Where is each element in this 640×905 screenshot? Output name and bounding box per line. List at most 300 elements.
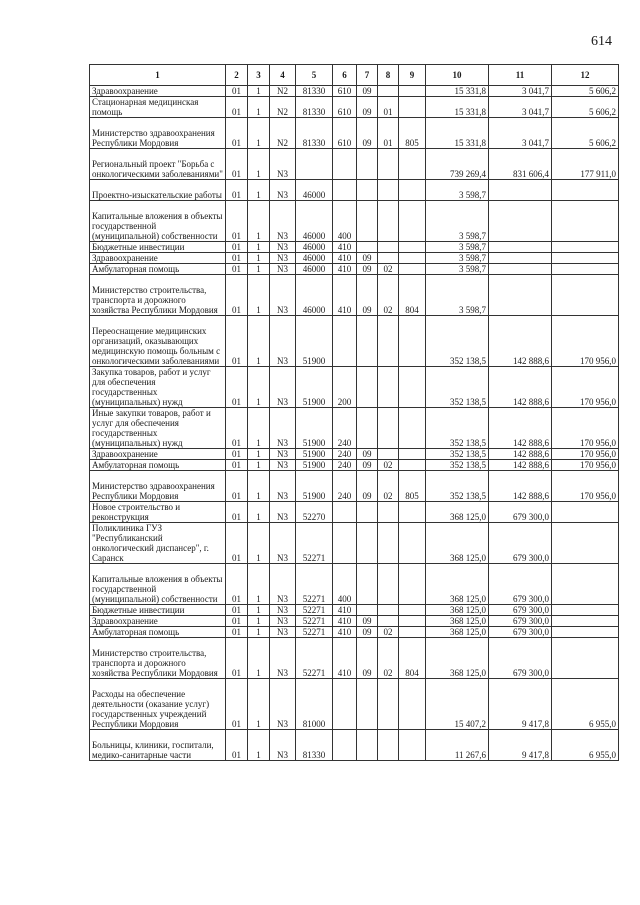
table-row: [90, 253, 619, 264]
col-12-cell: 170 956,0: [552, 408, 619, 449]
row-name-cell: Министерство здравоохранения Республики Мордовия: [90, 471, 226, 502]
table-row: [90, 242, 619, 253]
col-7-cell: [357, 730, 378, 761]
table-row: [90, 118, 619, 149]
col-4-cell: N3: [270, 616, 296, 627]
col-7-cell: [357, 242, 378, 253]
col-10-cell: 352 138,5: [426, 408, 489, 449]
col-11-cell: 142 888,6: [489, 367, 552, 408]
col-4-cell: N3: [270, 605, 296, 616]
col-5-cell: 81330: [296, 97, 333, 118]
col-7-cell: 09: [357, 253, 378, 264]
col-9-cell: [399, 605, 426, 616]
col-9-cell: [399, 502, 426, 523]
col-12-cell: [552, 242, 619, 253]
col-11-cell: [489, 264, 552, 275]
col-11-cell: [489, 201, 552, 242]
col-2-cell: 01: [226, 275, 248, 316]
row-name-cell: Здравоохранение: [90, 449, 226, 460]
col-3-cell: 1: [248, 502, 270, 523]
col-12-cell: 170 956,0: [552, 471, 619, 502]
col-3-cell: 1: [248, 264, 270, 275]
col-8-cell: [378, 564, 399, 605]
col-10-cell: 368 125,0: [426, 638, 489, 679]
table-row: [90, 449, 619, 460]
row-name-cell: Министерство строительства, транспорта и дорожного хозяйства Республики Мордовия: [90, 275, 226, 316]
col-5-cell: [296, 149, 333, 180]
col-7-cell: [357, 679, 378, 730]
table-row: [90, 275, 619, 316]
col-9-cell: [399, 180, 426, 201]
col-4-cell: N3: [270, 201, 296, 242]
col-5-cell: 46000: [296, 275, 333, 316]
row-name-cell: Здравоохранение: [90, 616, 226, 627]
col-7-cell: 09: [357, 86, 378, 97]
col-9-cell: [399, 730, 426, 761]
table-row: [90, 471, 619, 502]
col-12-cell: 170 956,0: [552, 460, 619, 471]
col-12-cell: [552, 564, 619, 605]
col-5-cell: 46000: [296, 242, 333, 253]
col-9-cell: [399, 616, 426, 627]
row-name-cell: Расходы на обеспечение деятельности (оказание услуг) государственных учреждений Республики Мордовия: [90, 679, 226, 730]
col-7-cell: 09: [357, 275, 378, 316]
col-2-cell: 01: [226, 86, 248, 97]
col-5-cell: 51900: [296, 367, 333, 408]
col-4-cell: N3: [270, 408, 296, 449]
row-name-cell: Министерство здравоохранения Республики Мордовия: [90, 118, 226, 149]
col-9-cell: [399, 242, 426, 253]
col-9-cell: [399, 460, 426, 471]
col-3-cell: 1: [248, 679, 270, 730]
col-9-cell: [399, 367, 426, 408]
col-11-cell: 142 888,6: [489, 408, 552, 449]
col-9-cell: [399, 264, 426, 275]
col-6-cell: [333, 149, 357, 180]
col-12-cell: 5 606,2: [552, 97, 619, 118]
col-12-cell: [552, 201, 619, 242]
col-3-cell: 1: [248, 605, 270, 616]
col-2-cell: 01: [226, 408, 248, 449]
col-7-cell: 09: [357, 97, 378, 118]
col-9-cell: [399, 449, 426, 460]
col-4-cell: N3: [270, 242, 296, 253]
row-name-cell: Капитальные вложения в объекты государственной (муниципальной) собственности: [90, 564, 226, 605]
col-11-cell: [489, 180, 552, 201]
col-8-cell: [378, 449, 399, 460]
col-4-cell: N3: [270, 502, 296, 523]
col-8-cell: [378, 605, 399, 616]
col-11-cell: 679 300,0: [489, 605, 552, 616]
col-7-cell: [357, 564, 378, 605]
col-12-cell: 177 911,0: [552, 149, 619, 180]
col-3-cell: 1: [248, 564, 270, 605]
table-row: [90, 523, 619, 564]
col-10-cell: 739 269,4: [426, 149, 489, 180]
col-8-cell: [378, 201, 399, 242]
col-8-cell: 02: [378, 638, 399, 679]
col-9-cell: 805: [399, 471, 426, 502]
col-12-cell: [552, 275, 619, 316]
col-8-cell: [378, 408, 399, 449]
col-4-cell: N2: [270, 86, 296, 97]
col-11-cell: 679 300,0: [489, 616, 552, 627]
col-11-cell: 679 300,0: [489, 627, 552, 638]
col-2-cell: 01: [226, 502, 248, 523]
col-3-cell: 1: [248, 316, 270, 367]
table-row: [90, 679, 619, 730]
page-number: 614: [591, 34, 612, 49]
col-9-cell: [399, 253, 426, 264]
col-8-cell: [378, 616, 399, 627]
col-7-cell: [357, 523, 378, 564]
row-name-cell: Переоснащение медицинских организаций, оказывающих медицинскую помощь больным с онкологическими заболеваниями: [90, 316, 226, 367]
table-row: [90, 408, 619, 449]
col-7-cell: [357, 316, 378, 367]
header-cell: 3: [248, 65, 270, 86]
col-3-cell: 1: [248, 180, 270, 201]
col-6-cell: 240: [333, 449, 357, 460]
table-row: [90, 730, 619, 761]
col-5-cell: 51900: [296, 408, 333, 449]
col-6-cell: 410: [333, 638, 357, 679]
col-7-cell: 09: [357, 616, 378, 627]
col-8-cell: [378, 242, 399, 253]
col-9-cell: [399, 201, 426, 242]
col-4-cell: N2: [270, 97, 296, 118]
col-2-cell: 01: [226, 564, 248, 605]
row-name-cell: Бюджетные инвестиции: [90, 605, 226, 616]
col-2-cell: 01: [226, 616, 248, 627]
table-row: [90, 316, 619, 367]
col-11-cell: 3 041,7: [489, 86, 552, 97]
col-9-cell: [399, 627, 426, 638]
col-5-cell: 46000: [296, 180, 333, 201]
table-row: [90, 638, 619, 679]
row-name-cell: Поликлиника ГУЗ "Республиканский онкологический диспансер", г. Саранск: [90, 523, 226, 564]
col-12-cell: 6 955,0: [552, 730, 619, 761]
col-9-cell: 805: [399, 118, 426, 149]
col-3-cell: 1: [248, 242, 270, 253]
row-name-cell: Новое строительство и реконструкция: [90, 502, 226, 523]
col-4-cell: N3: [270, 471, 296, 502]
col-5-cell: 52270: [296, 502, 333, 523]
col-3-cell: 1: [248, 86, 270, 97]
col-6-cell: 610: [333, 97, 357, 118]
col-7-cell: [357, 605, 378, 616]
col-11-cell: [489, 242, 552, 253]
col-8-cell: [378, 316, 399, 367]
col-8-cell: [378, 86, 399, 97]
col-12-cell: 5 606,2: [552, 118, 619, 149]
col-7-cell: 09: [357, 118, 378, 149]
header-cell: 5: [296, 65, 333, 86]
col-12-cell: 170 956,0: [552, 316, 619, 367]
col-4-cell: N3: [270, 638, 296, 679]
col-3-cell: 1: [248, 627, 270, 638]
col-5-cell: 46000: [296, 264, 333, 275]
col-5-cell: 51900: [296, 449, 333, 460]
col-12-cell: [552, 638, 619, 679]
col-10-cell: 3 598,7: [426, 242, 489, 253]
table-row: [90, 367, 619, 408]
col-10-cell: 352 138,5: [426, 471, 489, 502]
col-8-cell: [378, 523, 399, 564]
col-5-cell: 52271: [296, 638, 333, 679]
col-4-cell: N3: [270, 275, 296, 316]
col-2-cell: 01: [226, 201, 248, 242]
col-3-cell: 1: [248, 616, 270, 627]
col-4-cell: N3: [270, 627, 296, 638]
header-cell: 6: [333, 65, 357, 86]
col-12-cell: 5 606,2: [552, 86, 619, 97]
col-6-cell: 410: [333, 605, 357, 616]
col-3-cell: 1: [248, 118, 270, 149]
col-8-cell: 02: [378, 460, 399, 471]
col-5-cell: 46000: [296, 201, 333, 242]
col-9-cell: [399, 523, 426, 564]
col-4-cell: N3: [270, 264, 296, 275]
col-6-cell: 410: [333, 253, 357, 264]
col-2-cell: 01: [226, 118, 248, 149]
header-cell: 1: [90, 65, 226, 86]
col-6-cell: [333, 502, 357, 523]
col-2-cell: 01: [226, 679, 248, 730]
col-3-cell: 1: [248, 367, 270, 408]
col-6-cell: 410: [333, 627, 357, 638]
header-cell: 11: [489, 65, 552, 86]
col-8-cell: 01: [378, 97, 399, 118]
row-name-cell: Закупка товаров, работ и услуг для обеспечения государственных (муниципальных) нужд: [90, 367, 226, 408]
table-row: [90, 149, 619, 180]
col-6-cell: 410: [333, 242, 357, 253]
col-2-cell: 01: [226, 264, 248, 275]
col-8-cell: 01: [378, 118, 399, 149]
row-name-cell: Министерство строительства, транспорта и дорожного хозяйства Республики Мордовия: [90, 638, 226, 679]
col-9-cell: [399, 408, 426, 449]
col-2-cell: 01: [226, 180, 248, 201]
col-10-cell: 368 125,0: [426, 627, 489, 638]
col-3-cell: 1: [248, 449, 270, 460]
col-6-cell: 410: [333, 616, 357, 627]
col-3-cell: 1: [248, 149, 270, 180]
col-11-cell: 142 888,6: [489, 471, 552, 502]
col-12-cell: [552, 605, 619, 616]
col-8-cell: 02: [378, 275, 399, 316]
row-name-cell: Региональный проект "Борьба с онкологическими заболеваниями": [90, 149, 226, 180]
header-cell: 2: [226, 65, 248, 86]
row-name-cell: Стационарная медицинская помощь: [90, 97, 226, 118]
table-row: [90, 605, 619, 616]
col-12-cell: 170 956,0: [552, 449, 619, 460]
col-3-cell: 1: [248, 97, 270, 118]
col-12-cell: [552, 616, 619, 627]
col-6-cell: 610: [333, 86, 357, 97]
header-cell: 10: [426, 65, 489, 86]
col-2-cell: 01: [226, 242, 248, 253]
col-2-cell: 01: [226, 471, 248, 502]
col-6-cell: 610: [333, 118, 357, 149]
table-row: [90, 180, 619, 201]
col-10-cell: 15 407,2: [426, 679, 489, 730]
col-2-cell: 01: [226, 316, 248, 367]
header-cell: 8: [378, 65, 399, 86]
col-7-cell: 09: [357, 627, 378, 638]
row-name-cell: Капитальные вложения в объекты государственной (муниципальной) собственности: [90, 201, 226, 242]
col-7-cell: [357, 180, 378, 201]
table-row: [90, 264, 619, 275]
col-5-cell: 52271: [296, 605, 333, 616]
col-9-cell: [399, 316, 426, 367]
col-10-cell: 3 598,7: [426, 180, 489, 201]
col-4-cell: N3: [270, 316, 296, 367]
col-5-cell: 52271: [296, 616, 333, 627]
col-5-cell: 51900: [296, 460, 333, 471]
col-5-cell: 46000: [296, 253, 333, 264]
col-2-cell: 01: [226, 367, 248, 408]
col-3-cell: 1: [248, 201, 270, 242]
col-9-cell: [399, 97, 426, 118]
col-11-cell: 142 888,6: [489, 460, 552, 471]
col-11-cell: 679 300,0: [489, 502, 552, 523]
table-body: [90, 86, 619, 761]
row-name-cell: Здравоохранение: [90, 86, 226, 97]
col-11-cell: 9 417,8: [489, 679, 552, 730]
col-11-cell: 679 300,0: [489, 564, 552, 605]
col-8-cell: [378, 367, 399, 408]
col-10-cell: 368 125,0: [426, 605, 489, 616]
col-9-cell: 804: [399, 275, 426, 316]
col-5-cell: 81330: [296, 86, 333, 97]
col-5-cell: 51900: [296, 316, 333, 367]
row-name-cell: Больницы, клиники, госпитали, медико-санитарные части: [90, 730, 226, 761]
col-10-cell: 368 125,0: [426, 564, 489, 605]
col-11-cell: 679 300,0: [489, 523, 552, 564]
col-10-cell: 352 138,5: [426, 449, 489, 460]
table-row: [90, 460, 619, 471]
col-11-cell: [489, 253, 552, 264]
col-2-cell: 01: [226, 627, 248, 638]
col-9-cell: [399, 86, 426, 97]
col-3-cell: 1: [248, 275, 270, 316]
col-6-cell: 400: [333, 564, 357, 605]
col-10-cell: 352 138,5: [426, 316, 489, 367]
col-12-cell: [552, 253, 619, 264]
col-4-cell: N3: [270, 730, 296, 761]
col-2-cell: 01: [226, 460, 248, 471]
col-6-cell: 410: [333, 275, 357, 316]
col-10-cell: 3 598,7: [426, 201, 489, 242]
col-3-cell: 1: [248, 408, 270, 449]
header-cell: 12: [552, 65, 619, 86]
col-10-cell: 352 138,5: [426, 367, 489, 408]
col-10-cell: 15 331,8: [426, 118, 489, 149]
col-5-cell: 51900: [296, 471, 333, 502]
budget-table: [89, 64, 619, 761]
row-name-cell: Иные закупки товаров, работ и услуг для обеспечения государственных (муниципальных) нужд: [90, 408, 226, 449]
col-8-cell: [378, 180, 399, 201]
col-2-cell: 01: [226, 730, 248, 761]
row-name-cell: Амбулаторная помощь: [90, 264, 226, 275]
col-7-cell: 09: [357, 638, 378, 679]
row-name-cell: Амбулаторная помощь: [90, 460, 226, 471]
col-12-cell: [552, 180, 619, 201]
col-9-cell: [399, 564, 426, 605]
col-3-cell: 1: [248, 638, 270, 679]
col-4-cell: N3: [270, 460, 296, 471]
col-11-cell: [489, 275, 552, 316]
col-2-cell: 01: [226, 449, 248, 460]
col-6-cell: 410: [333, 264, 357, 275]
col-4-cell: N3: [270, 367, 296, 408]
col-8-cell: [378, 149, 399, 180]
col-8-cell: 02: [378, 264, 399, 275]
col-6-cell: [333, 730, 357, 761]
col-7-cell: 09: [357, 264, 378, 275]
col-6-cell: 240: [333, 408, 357, 449]
col-7-cell: [357, 149, 378, 180]
col-10-cell: 3 598,7: [426, 275, 489, 316]
col-2-cell: 01: [226, 523, 248, 564]
col-8-cell: 02: [378, 627, 399, 638]
col-3-cell: 1: [248, 730, 270, 761]
row-name-cell: Бюджетные инвестиции: [90, 242, 226, 253]
col-5-cell: 52271: [296, 564, 333, 605]
col-8-cell: [378, 502, 399, 523]
header-cell: 7: [357, 65, 378, 86]
col-7-cell: [357, 201, 378, 242]
col-12-cell: 170 956,0: [552, 367, 619, 408]
header-cell: 9: [399, 65, 426, 86]
col-5-cell: 81000: [296, 679, 333, 730]
col-11-cell: 3 041,7: [489, 97, 552, 118]
col-12-cell: [552, 502, 619, 523]
col-6-cell: 200: [333, 367, 357, 408]
col-6-cell: 240: [333, 460, 357, 471]
col-2-cell: 01: [226, 638, 248, 679]
row-name-cell: Проектно-изыскательские работы: [90, 180, 226, 201]
col-10-cell: 368 125,0: [426, 616, 489, 627]
col-12-cell: 6 955,0: [552, 679, 619, 730]
col-11-cell: 3 041,7: [489, 118, 552, 149]
col-4-cell: N3: [270, 149, 296, 180]
header-cell: 4: [270, 65, 296, 86]
col-5-cell: 52271: [296, 627, 333, 638]
col-11-cell: 142 888,6: [489, 316, 552, 367]
col-5-cell: 52271: [296, 523, 333, 564]
col-4-cell: N3: [270, 523, 296, 564]
col-7-cell: 09: [357, 471, 378, 502]
col-11-cell: 9 417,8: [489, 730, 552, 761]
col-2-cell: 01: [226, 253, 248, 264]
table-row: [90, 564, 619, 605]
table-row: [90, 502, 619, 523]
col-7-cell: [357, 408, 378, 449]
col-8-cell: 02: [378, 471, 399, 502]
col-10-cell: 15 331,8: [426, 97, 489, 118]
table-row: [90, 201, 619, 242]
col-10-cell: 3 598,7: [426, 253, 489, 264]
table-row: [90, 97, 619, 118]
col-11-cell: 142 888,6: [489, 449, 552, 460]
col-7-cell: 09: [357, 460, 378, 471]
table-row: [90, 616, 619, 627]
col-4-cell: N2: [270, 118, 296, 149]
col-7-cell: [357, 367, 378, 408]
col-6-cell: 240: [333, 471, 357, 502]
col-5-cell: 81330: [296, 118, 333, 149]
col-11-cell: 831 606,4: [489, 149, 552, 180]
